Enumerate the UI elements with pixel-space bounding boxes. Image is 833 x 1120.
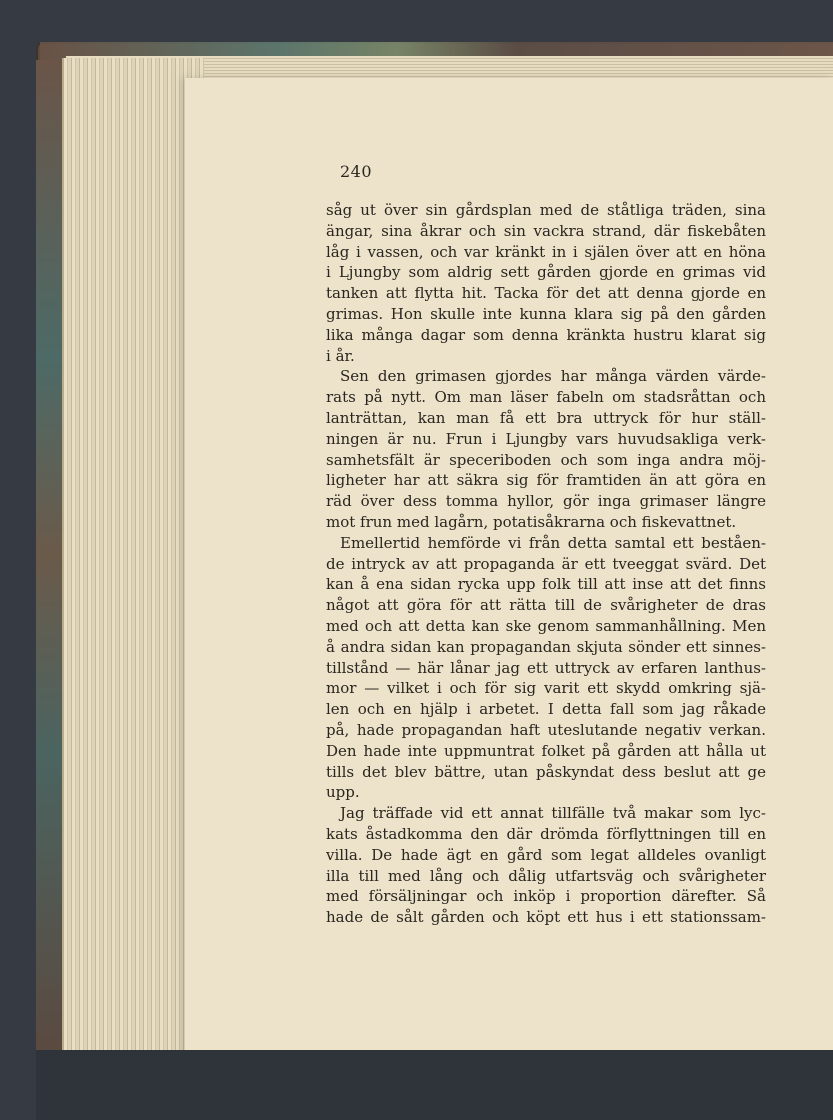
- text-line: såg ut över sin gårdsplan med de ståtliga träden, sina: [326, 201, 766, 219]
- text-line: ningen är nu. Frun i Ljungby vars huvudsakliga verk-: [326, 429, 766, 448]
- text-line: något att göra för att rätta till de svårigheter de dras: [326, 596, 766, 615]
- text-line: å andra sidan kan propagandan skjuta sönder ett sinnes-: [326, 637, 766, 656]
- text-line: ligheter har att säkra sig för framtiden än att göra en: [326, 471, 766, 490]
- text-line: illa till med lång och dålig utfartsväg och svårigheter: [326, 866, 766, 885]
- text-line: Sen den grimasen gjordes har många värden värde-: [340, 367, 766, 386]
- text-line: grimas. Hon skulle inte kunna klara sig på den gården: [326, 304, 766, 323]
- text-line: kan å ena sidan rycka upp folk till att inse att det finns: [326, 575, 766, 594]
- text-line: med och att detta kan ske genom sammanhållning. Men: [326, 616, 766, 635]
- text-line: rats på nytt. Om man läser fabeln om stadsråttan och: [326, 388, 766, 407]
- text-line: mor — vilket i och för sig varit ett skydd omkring sjä-: [326, 679, 766, 698]
- text-line: tillstånd — här lånar jag ett uttryck av erfaren lanthus-: [326, 658, 766, 677]
- text-line: tills det blev bättre, utan påskyndat dess beslut att ge: [326, 762, 766, 781]
- text-line: låg i vassen, och var kränkt in i själen över att en höna: [326, 242, 766, 261]
- text-line: tanken att flytta hit. Tacka för det att denna gjorde en: [326, 284, 766, 303]
- text-line: med försäljningar och inköp i proportion därefter. Så: [326, 887, 766, 906]
- text-line: kats åstadkomma den där drömda förflyttningen till en: [326, 824, 766, 843]
- text-line: på, hade propagandan haft uteslutande negativ verkan.: [326, 720, 766, 739]
- text-line: hade de sålt gården och köpt ett hus i ett stationssam-: [326, 908, 766, 927]
- body-text: [326, 200, 766, 928]
- text-line: mot frun med lagårn, potatisåkrarna och fiskevattnet.: [326, 512, 737, 531]
- text-line: villa. De hade ägt en gård som legat alldeles ovanligt: [326, 845, 766, 864]
- text-line: len och en hjälp i arbetet. I detta fall som jag råkade: [326, 700, 766, 719]
- text-line: räd över dess tomma hyllor, gör inga grimaser längre: [326, 492, 766, 511]
- page-edges-stack: [62, 58, 204, 1058]
- text-line: lanträttan, kan man få ett bra uttryck för hur ställ-: [326, 408, 766, 427]
- page-number: 240: [340, 162, 373, 181]
- background-bottom: [36, 1050, 833, 1120]
- text-line: Emellertid hemförde vi från detta samtal ett beståen-: [340, 533, 766, 552]
- text-line: i Ljungby som aldrig sett gården gjorde en grimas vid: [326, 263, 766, 282]
- text-line: samhetsfält är speceriboden och som inga andra möj-: [326, 450, 766, 469]
- text-line: Den hade inte uppmuntrat folket på gården att hålla ut: [326, 741, 766, 760]
- text-line: ängar, sina åkrar och sin vackra strand, där fiskebåten: [326, 221, 766, 240]
- text-line: Jag träffade vid ett annat tillfälle två makar som lyc-: [340, 804, 766, 823]
- text-line: upp.: [326, 783, 360, 802]
- text-line: i år.: [326, 346, 355, 365]
- text-line: lika många dagar som denna kränkta hustru klarat sig: [326, 325, 766, 344]
- text-line: de intryck av att propaganda är ett tveeggat svärd. Det: [326, 554, 766, 573]
